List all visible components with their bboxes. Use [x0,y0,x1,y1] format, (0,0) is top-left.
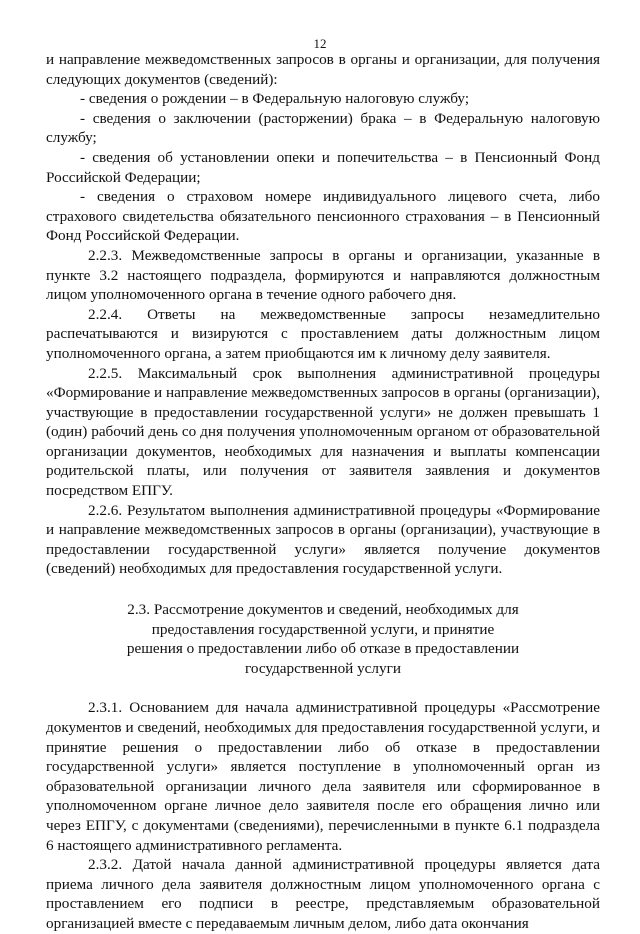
list-item-guardianship: - сведения об установлении опеки и попечительства – в Пенсионный Фонд Российской Федерации; [46,148,600,186]
list-item-snils: - сведения о страховом номере индивидуального лицевого счета, либо страхового свидетельства обязательного пенсионного страхования – в Пенсионный Фонд Российской Федерации. [46,188,600,245]
page-number: 12 [313,36,327,51]
paragraph-intro: и направление межведомственных запросов в органы и организации, для получения следующих документов (сведений): [46,51,600,88]
heading-line: 2.3. Рассмотрение документов и сведений, необходимых для [127,601,519,619]
paragraph-2-2-4: 2.2.4. Ответы на межведомственные запросы незамедлительно распечатываются и визируются с проставлением даты должностным лицом уполномоченного органа, а затем приобщаются им к личному делу заявителя. [46,305,600,362]
list-item-marriage: - сведения о заключении (расторжении) брака – в Федеральную налоговую службу; [46,109,600,147]
paragraph-2-3-2: 2.3.2. Датой начала данной административной процедуры является дата приема личного дела заявителя должностным лицом уполномоченного органа с проставлением его подписи в реестре, представляемым образовательной организацией вместе с передаваемым личным делом, либо дата окончания [46,856,600,932]
page-content [46,50,600,934]
heading-line: решения о предоставлении либо об отказе в предоставлении [126,640,520,658]
paragraph-2-2-5: 2.2.5. Максимальный срок выполнения административной процедуры «Формирование и направление межведомственных запросов в органы (организации), участвующие в предоставлении государственной услуги» не должен превышать 1 (один) рабочий день со дня получения уполномоченным органом от образовательной организации документов, необходимых для назначения и выплаты компенсации родительской платы, или получения от заявителя заявления и документов посредством ЕПГУ. [46,364,600,500]
paragraph-2-2-3: 2.2.3. Межведомственные запросы в органы и организации, указанные в пункте 3.2 настоящего подраздела, формируются и направляются должностным лицом уполномоченного органа в течение одного рабочего дня. [46,246,600,304]
paragraph-2-2-6: 2.2.6. Результатом выполнения административной процедуры «Формирование и направление межведомственных запросов в органы (организации), участвующие в предоставлении государственной услуги» является получение документов (сведений) необходимых для предоставления государственной услуги. [46,501,600,578]
heading-line: предоставления государственной услуги, и принятие [151,620,495,638]
section-heading-2-3 [46,600,600,678]
paragraph-2-3-1: 2.3.1. Основанием для начала административной процедуры «Рассмотрение документов и сведений, необходимых для предоставления государственной услуги, и принятие решения о предоставлении либо об отказе в предоставлении государственной услуги» является поступление в уполномоченный орган из образовательной организации личного дела заявителя или сформированное в уполномоченном органе личное дело заявителя после его обращения лично или через ЕПГУ, с документами (сведениями), перечисленными в пункте 6.1 подраздела 6 настоящего административного регламента. [46,699,600,854]
heading-line: государственной услуги [245,659,401,677]
list-item-birth: - сведения о рождении – в Федеральную налоговую службу; [80,90,470,108]
